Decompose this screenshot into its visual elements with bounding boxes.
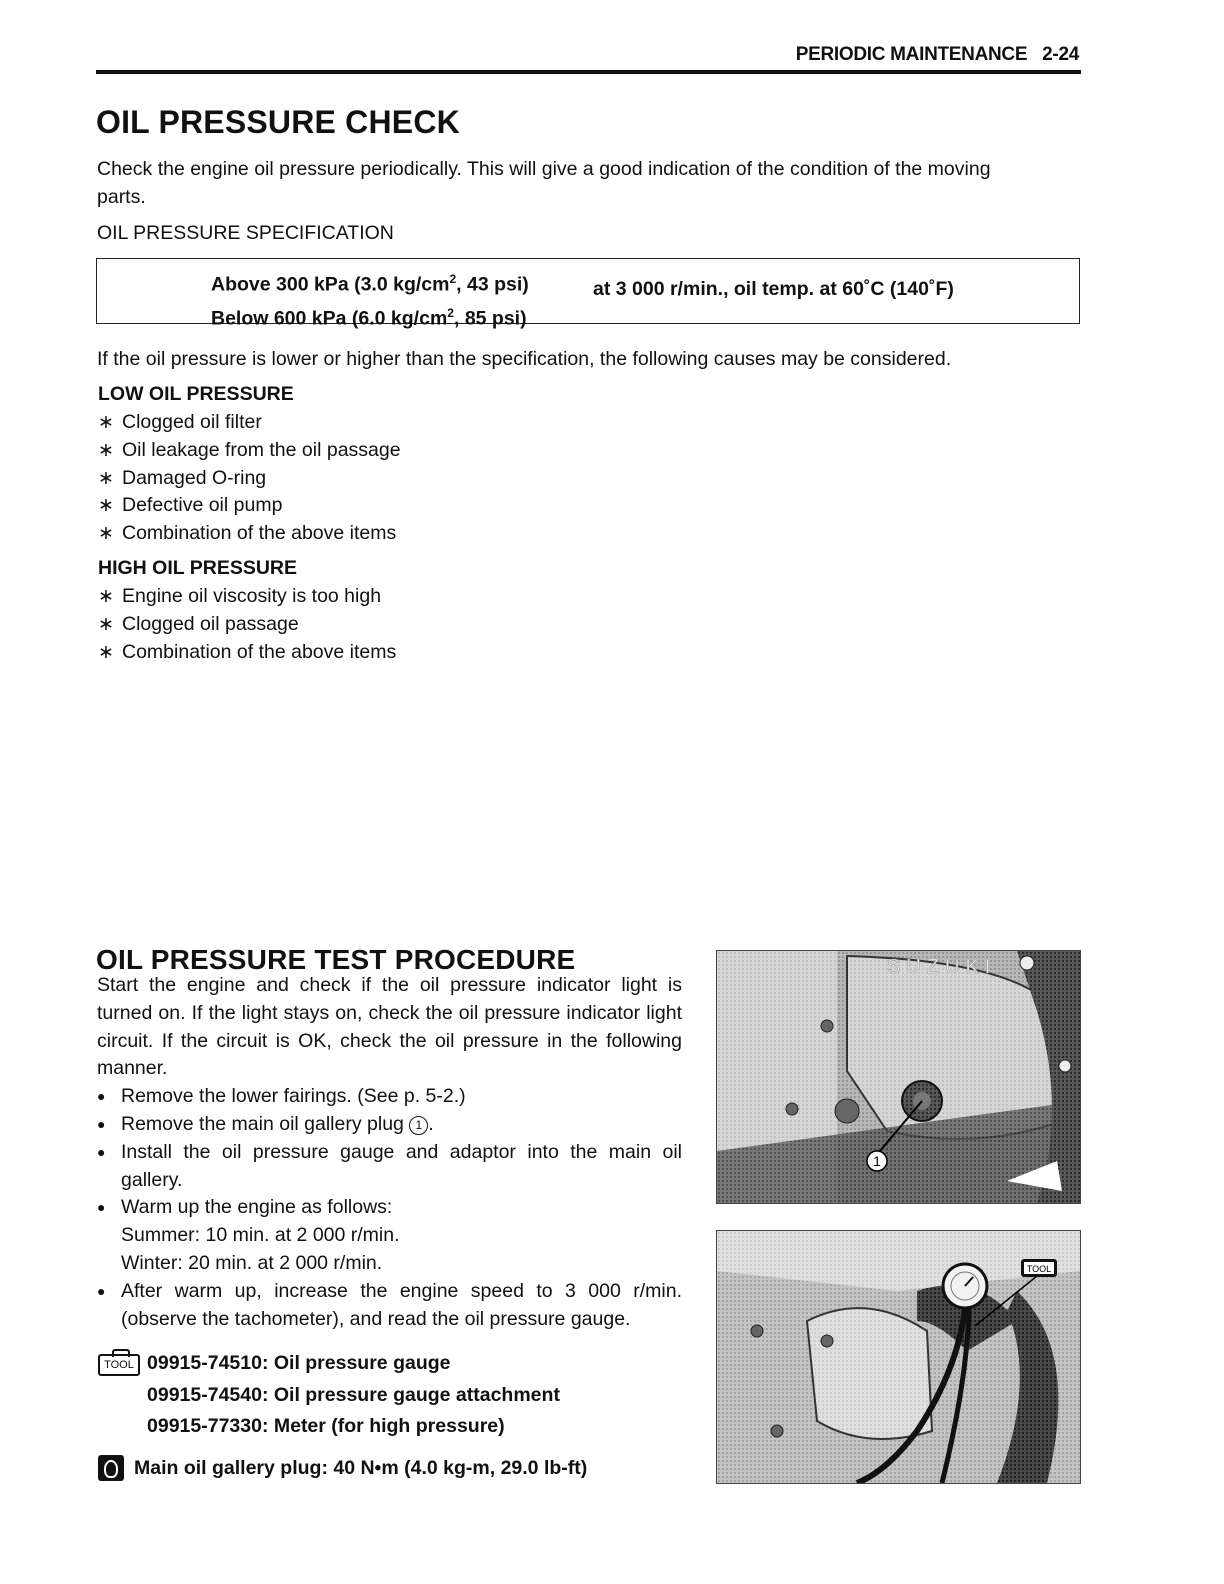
procedure-intro: Start the engine and check if the oil pressure indicator light is turned on. If the light stays on, check the oil pressure indicator light circuit. If the circuit is OK, check the oil pressure in the following manner.	[97, 974, 682, 1080]
section-title-oil-pressure-check: OIL PRESSURE CHECK	[96, 104, 460, 140]
callout-1-marker: 1	[409, 1116, 428, 1135]
low-pressure-causes	[98, 409, 401, 548]
list-item: ● After warm up, increase the engine speed to 3 000 r/min. (observe the tachometer), and read the oil pressure gauge.	[97, 1279, 682, 1330]
photo-tool-badge: TOOL	[1026, 1264, 1052, 1274]
header-section-page: PERIODIC MAINTENANCE 2-24	[795, 44, 1079, 65]
intro-line-2: parts.	[97, 186, 146, 208]
tool-item: 09915-74510: Oil pressure gauge	[147, 1352, 451, 1374]
low-oil-pressure-heading: LOW OIL PRESSURE	[98, 383, 294, 405]
high-oil-pressure-heading: HIGH OIL PRESSURE	[98, 557, 298, 579]
page-header	[96, 44, 1081, 74]
torque-text: Main oil gallery plug: 40 N•m (4.0 kg-m, 29.0 lb-ft)	[134, 1456, 588, 1479]
list-item: ∗ Combination of the above items	[98, 522, 397, 545]
torque-wrench-icon	[98, 1455, 124, 1481]
list-item: ∗ Defective oil pump	[98, 494, 283, 517]
photo-callout-1: 1	[873, 1153, 881, 1169]
special-tools	[98, 1348, 560, 1443]
warmup-summer: Summer: 10 min. at 2 000 r/min.	[121, 1224, 400, 1247]
list-item: ● Install the oil pressure gauge and adaptor into the main oil gallery.	[97, 1140, 682, 1191]
photo-brand-text: SUZUKI	[887, 956, 997, 978]
spec-label: OIL PRESSURE SPECIFICATION	[97, 222, 394, 244]
photo-oil-pressure-gauge	[716, 1230, 1081, 1484]
list-item: ∗ Clogged oil filter	[98, 411, 262, 433]
high-pressure-causes	[98, 583, 396, 666]
causes-intro: If the oil pressure is lower or higher than the specification, the following causes may be considered.	[97, 348, 952, 370]
tool-item: 09915-77330: Meter (for high pressure)	[147, 1415, 505, 1437]
procedure-body	[97, 972, 682, 1333]
torque-spec	[98, 1455, 587, 1481]
photo-oil-gallery-plug	[716, 950, 1081, 1204]
list-item: ∗ Damaged O-ring	[98, 466, 267, 489]
tool-icon: TOOL	[98, 1354, 140, 1376]
spec-table	[96, 258, 1080, 329]
list-item: ● Warm up the engine as follows: Summer: 10 min. at 2 000 r/min. Winter: 20 min. at 2 000 r/min.	[97, 1196, 400, 1274]
warmup-winter: Winter: 20 min. at 2 000 r/min.	[121, 1251, 383, 1274]
intro-line-1: Check the engine oil pressure periodically. This will give a good indication of the condition of the moving	[97, 158, 991, 180]
list-item: ∗ Clogged oil passage	[98, 612, 299, 635]
tool-item: 09915-74540: Oil pressure gauge attachment	[147, 1383, 560, 1406]
procedure-steps	[97, 1083, 682, 1333]
section-title-test-procedure: OIL PRESSURE TEST PROCEDURE	[96, 944, 576, 975]
spec-below: Below 600 kPa (6.0 $kg/cm^2$, 85 psi)	[211, 305, 527, 329]
spec-above: Above 300 kPa (3.0 $kg/cm^2$, 43 psi)	[211, 272, 529, 296]
list-item: ● Remove the lower fairings. (See p. 5-2.)	[97, 1085, 466, 1108]
list-item: ● Remove the main oil gallery plug 1 .	[97, 1112, 434, 1135]
spec-pressure-range	[211, 265, 529, 332]
list-item: ∗ Oil leakage from the oil passage	[98, 438, 401, 461]
list-item: ∗ Combination of the above items	[98, 640, 397, 663]
spec-condition: at 3 000 r/min., oil temp. at 60˚C (140˚F)	[593, 278, 954, 300]
list-item: ∗ Engine oil viscosity is too high	[98, 585, 382, 607]
